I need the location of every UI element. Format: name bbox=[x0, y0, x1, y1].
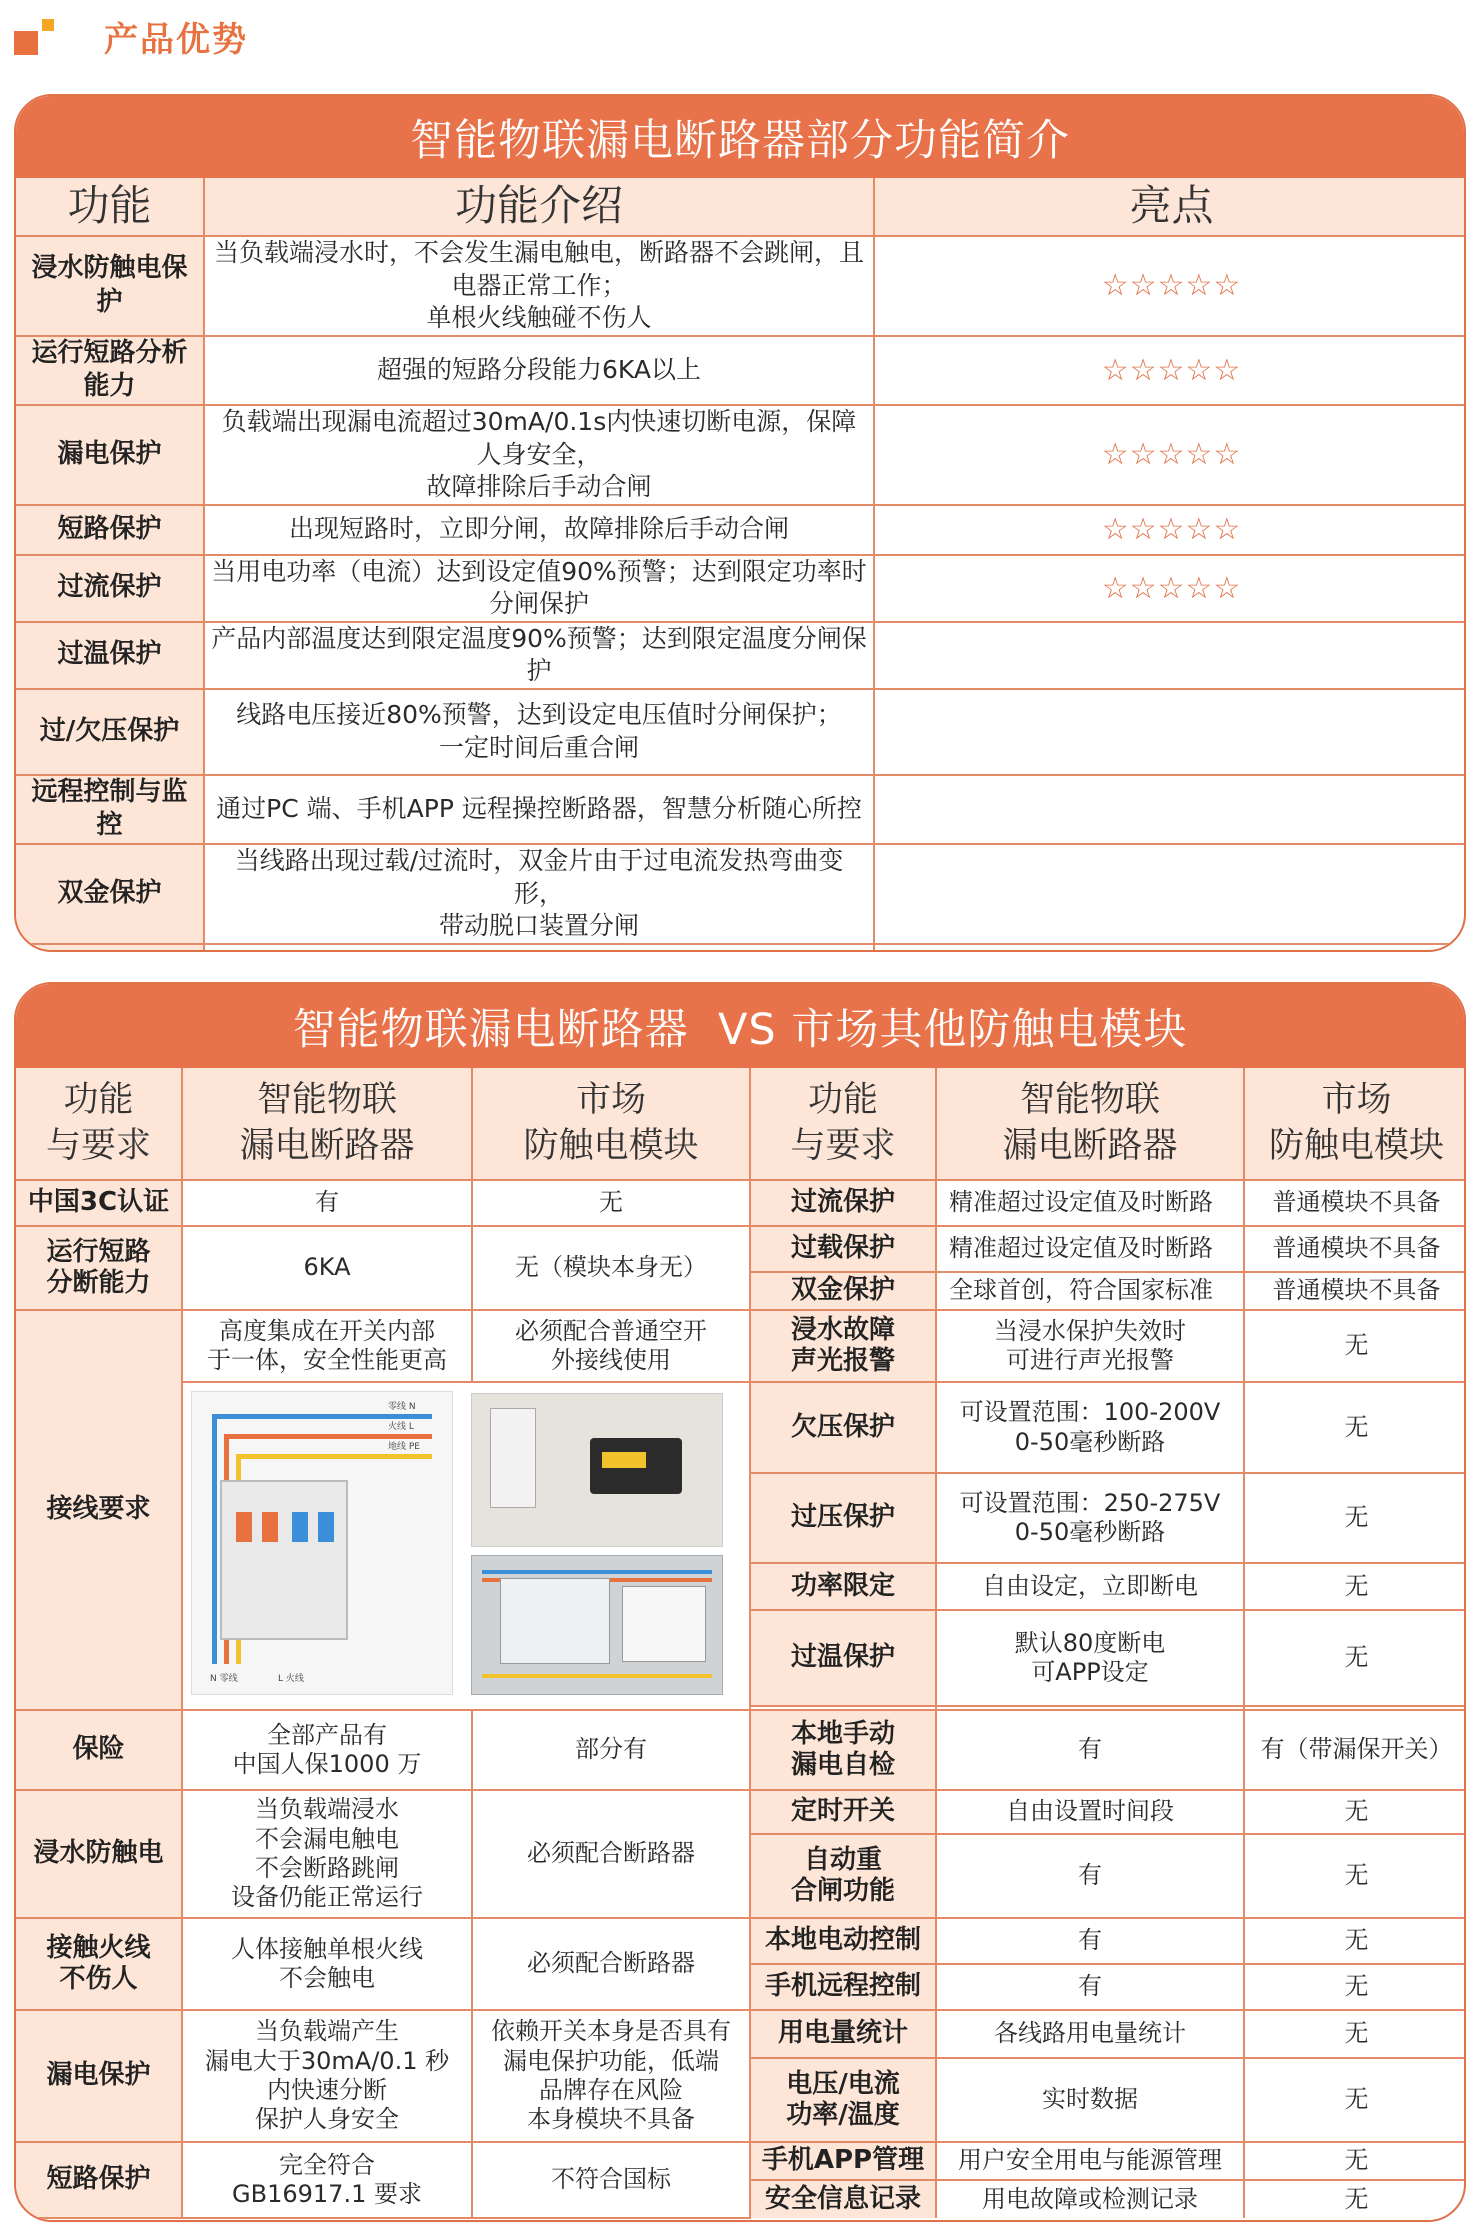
cmp-water-ours: 当负载端浸水 不会漏电触电 不会断路跳闸 设备仍能正常运行 bbox=[182, 1790, 472, 1918]
cmp-right-ours-5: 可设置范围：250-275V 0-50毫秒断路 bbox=[936, 1473, 1244, 1562]
feature-row bbox=[16, 505, 1466, 555]
feature-stars bbox=[874, 944, 1466, 952]
diagram-label-bottom-n: N 零线 bbox=[210, 1674, 238, 1684]
feature-stars bbox=[874, 689, 1466, 775]
diagram-label-bottom-l: L 火线 bbox=[278, 1674, 304, 1684]
section-heading bbox=[14, 12, 248, 60]
feature-description: 产品内部温度达到限定温度90%预警；达到限定温度分闸保护 bbox=[204, 622, 874, 689]
feature-stars: ☆☆☆☆☆ bbox=[874, 336, 1466, 406]
feature-name: 过温保护 bbox=[16, 622, 204, 689]
cmp-right-market-2: 普通模块不具备 bbox=[1244, 1272, 1466, 1310]
cmp-right-name-10: 自动重 合闸功能 bbox=[750, 1834, 936, 1918]
cmp-header-market-right: 市场 防触电模块 bbox=[1244, 1068, 1466, 1180]
feature-description: 超强的短路分段能力6KA以上 bbox=[204, 336, 874, 406]
feature-description: 当用电功率（电流）达到设定值90%预警；达到限定功率时分闸保护 bbox=[204, 555, 874, 622]
cmp-right-ours-11: 有 bbox=[936, 1918, 1244, 1964]
section-heading-text: 产品优势 bbox=[104, 19, 248, 60]
feature-name: 运行短路分析能力 bbox=[16, 336, 204, 406]
cmp-right-market-12: 无 bbox=[1244, 1964, 1466, 2010]
cmp-water-name: 浸水防触电 bbox=[16, 1790, 182, 1918]
cmp-right-ours-14: 实时数据 bbox=[936, 2058, 1244, 2142]
cmp-right-ours-2: 全球首创，符合国家标准 bbox=[936, 1272, 1244, 1310]
cmp-wiring-name: 接线要求 bbox=[16, 1310, 182, 1710]
feature-stars: ☆☆☆☆☆ bbox=[874, 236, 1466, 336]
cmp-cert-ours: 有 bbox=[182, 1180, 472, 1226]
feature-row bbox=[16, 336, 1466, 406]
cmp-right-ours-3: 当浸水保护失效时 可进行声光报警 bbox=[936, 1310, 1244, 1382]
cmp-right-name-14: 电压/电流 功率/温度 bbox=[750, 2058, 936, 2142]
cmp-insurance-name: 保险 bbox=[16, 1710, 182, 1790]
feature-row bbox=[16, 236, 1466, 336]
cmp-right-ours-1: 精准超过设定值及时断路 bbox=[936, 1226, 1244, 1272]
cmp-leak-name: 漏电保护 bbox=[16, 2010, 182, 2142]
cmp-right-name-6: 功率限定 bbox=[750, 1563, 936, 1611]
comparison-card bbox=[14, 982, 1466, 2222]
cmp-water-market: 必须配合断路器 bbox=[472, 1790, 750, 1918]
feature-row bbox=[16, 555, 1466, 622]
cmp-right-ours-13: 各线路用电量统计 bbox=[936, 2010, 1244, 2058]
cmp-touch-market: 必须配合断路器 bbox=[472, 1918, 750, 2010]
cmp-header-function-left: 功能 与要求 bbox=[16, 1068, 182, 1180]
feature-stars bbox=[874, 622, 1466, 689]
header-highlight: 亮点 bbox=[874, 178, 1466, 236]
cmp-right-name-11: 本地电动控制 bbox=[750, 1918, 936, 1964]
cmp-right-market-1: 普通模块不具备 bbox=[1244, 1226, 1466, 1272]
feature-description: 负载端出现漏电流超过30mA/0.1s内快速切断电源，保障人身安全， 故障排除后手动合闸 bbox=[204, 405, 874, 505]
cmp-right-market-16: 无 bbox=[1244, 2180, 1466, 2218]
cmp-wiring-market: 必须配合普通空开 外接线使用 bbox=[472, 1310, 750, 1382]
heading-squares-icon bbox=[14, 17, 58, 55]
cmp-right-name-4: 欠压保护 bbox=[750, 1382, 936, 1473]
feature-description: 当负载端浸水时，不会发生漏电触电，断路器不会跳闸，且电器正常工作； 单根火线触碰不伤人 bbox=[204, 236, 874, 336]
module-photo-1 bbox=[471, 1393, 723, 1547]
wiring-diagram-cell bbox=[182, 1382, 750, 1710]
feature-row bbox=[16, 689, 1466, 775]
diagram-label-pe: 地线 PE bbox=[388, 1442, 420, 1452]
cmp-right-name-8: 本地手动 漏电自检 bbox=[750, 1710, 936, 1790]
feature-name: 过/欠压保护 bbox=[16, 689, 204, 775]
cmp-insurance-market: 部分有 bbox=[472, 1710, 750, 1790]
diagram-label-l: 火线 L bbox=[388, 1422, 414, 1432]
cmp-right-name-12: 手机远程控制 bbox=[750, 1964, 936, 2010]
cmp-right-name-15: 手机APP管理 bbox=[750, 2142, 936, 2180]
header-function: 功能 bbox=[16, 178, 204, 236]
cmp-leak-market: 依赖开关本身是否具有 漏电保护功能，低端 品牌存在风险 本身模块不具备 bbox=[472, 2010, 750, 2142]
cmp-right-ours-12: 有 bbox=[936, 1964, 1244, 2010]
cmp-right-market-14: 无 bbox=[1244, 2058, 1466, 2142]
cmp-right-ours-4: 可设置范围：100-200V 0-50毫秒断路 bbox=[936, 1382, 1244, 1473]
cmp-shortcap-name: 运行短路 分断能力 bbox=[16, 1226, 182, 1310]
cmp-shortcap-ours: 6KA bbox=[182, 1226, 472, 1310]
cmp-short-name: 短路保护 bbox=[16, 2142, 182, 2218]
cmp-header-function-right: 功能 与要求 bbox=[750, 1068, 936, 1180]
cmp-touch-name: 接触火线 不伤人 bbox=[16, 1918, 182, 2010]
feature-stars bbox=[874, 844, 1466, 944]
feature-stars: ☆☆☆☆☆ bbox=[874, 505, 1466, 555]
cmp-right-market-8: 有（带漏保开关） bbox=[1244, 1710, 1466, 1790]
cmp-right-market-5: 无 bbox=[1244, 1473, 1466, 1562]
cmp-short-market: 不符合国标 bbox=[472, 2142, 750, 2218]
feature-name: 浸水防触电保护 bbox=[16, 236, 204, 336]
cmp-right-market-9: 无 bbox=[1244, 1790, 1466, 1834]
cmp-right-ours-9: 自由设置时间段 bbox=[936, 1790, 1244, 1834]
feature-stars: ☆☆☆☆☆ bbox=[874, 405, 1466, 505]
cmp-right-ours-15: 用户安全用电与能源管理 bbox=[936, 2142, 1244, 2180]
cmp-right-market-0: 普通模块不具备 bbox=[1244, 1180, 1466, 1226]
cmp-right-market-4: 无 bbox=[1244, 1382, 1466, 1473]
feature-description: 线路电压接近80%预警，达到设定电压值时分闸保护； 一定时间后重合闸 bbox=[204, 689, 874, 775]
cmp-right-ours-7: 默认80度断电 可APP设定 bbox=[936, 1610, 1244, 1705]
feature-intro-table bbox=[16, 178, 1466, 952]
feature-name: 远程控制与监控 bbox=[16, 775, 204, 845]
feature-description: 出现短路时，立即分闸，故障排除后手动合闸 bbox=[204, 505, 874, 555]
feature-name: 双金保护 bbox=[16, 844, 204, 944]
feature-intro-title: 智能物联漏电断路器部分功能简介 bbox=[16, 96, 1464, 178]
cmp-right-market-7: 无 bbox=[1244, 1610, 1466, 1705]
cmp-right-market-3: 无 bbox=[1244, 1310, 1466, 1382]
feature-name: 短路保护 bbox=[16, 505, 204, 555]
cmp-header-market-left: 市场 防触电模块 bbox=[472, 1068, 750, 1180]
cmp-right-name-1: 过载保护 bbox=[750, 1226, 936, 1272]
header-description: 功能介绍 bbox=[204, 178, 874, 236]
feature-name bbox=[16, 944, 204, 952]
feature-intro-card bbox=[14, 94, 1466, 952]
cmp-right-ours-8: 有 bbox=[936, 1710, 1244, 1790]
cmp-right-market-13: 无 bbox=[1244, 2010, 1466, 2058]
feature-row bbox=[16, 944, 1466, 952]
cmp-right-name-16: 安全信息记录 bbox=[750, 2180, 936, 2218]
cmp-right-name-0: 过流保护 bbox=[750, 1180, 936, 1226]
cmp-touch-ours: 人体接触单根火线 不会触电 bbox=[182, 1918, 472, 2010]
feature-row bbox=[16, 844, 1466, 944]
module-photo-2 bbox=[471, 1555, 723, 1695]
feature-row bbox=[16, 622, 1466, 689]
feature-description: 当线路出现过载/过流时，双金片由于过电流发热弯曲变形， 带动脱口装置分闸 bbox=[204, 844, 874, 944]
cmp-right-name-9: 定时开关 bbox=[750, 1790, 936, 1834]
cmp-right-ours-16: 用电故障或检测记录 bbox=[936, 2180, 1244, 2218]
comparison-title: 智能物联漏电断路器 VS 市场其他防触电模块 bbox=[16, 984, 1464, 1068]
cmp-header-ours-right: 智能物联 漏电断路器 bbox=[936, 1068, 1244, 1180]
feature-name: 过流保护 bbox=[16, 555, 204, 622]
cmp-header-ours-left: 智能物联 漏电断路器 bbox=[182, 1068, 472, 1180]
cmp-right-name-7: 过温保护 bbox=[750, 1610, 936, 1705]
feature-description bbox=[204, 944, 874, 952]
integrated-breaker-wiring-diagram bbox=[191, 1391, 453, 1695]
feature-stars: ☆☆☆☆☆ bbox=[874, 555, 1466, 622]
cmp-right-ours-6: 自由设定，立即断电 bbox=[936, 1563, 1244, 1611]
cmp-right-name-3: 浸水故障 声光报警 bbox=[750, 1310, 936, 1382]
cmp-insurance-ours: 全部产品有 中国人保1000 万 bbox=[182, 1710, 472, 1790]
cmp-right-market-6: 无 bbox=[1244, 1563, 1466, 1611]
cmp-cert-market: 无 bbox=[472, 1180, 750, 1226]
cmp-right-market-15: 无 bbox=[1244, 2142, 1466, 2180]
cmp-right-market-11: 无 bbox=[1244, 1918, 1466, 1964]
cmp-cert-name: 中国3C认证 bbox=[16, 1180, 182, 1226]
cmp-right-name-13: 用电量统计 bbox=[750, 2010, 936, 2058]
comparison-table bbox=[16, 1068, 1466, 2219]
cmp-right-name-2: 双金保护 bbox=[750, 1272, 936, 1310]
cmp-wiring-ours: 高度集成在开关内部 于一体，安全性能更高 bbox=[182, 1310, 472, 1382]
cmp-right-name-5: 过压保护 bbox=[750, 1473, 936, 1562]
cmp-leak-ours: 当负载端产生 漏电大于30mA/0.1 秒 内快速分断 保护人身安全 bbox=[182, 2010, 472, 2142]
feature-row bbox=[16, 775, 1466, 845]
feature-stars bbox=[874, 775, 1466, 845]
cmp-short-ours: 完全符合 GB16917.1 要求 bbox=[182, 2142, 472, 2218]
cmp-right-ours-0: 精准超过设定值及时断路 bbox=[936, 1180, 1244, 1226]
cmp-right-ours-10: 有 bbox=[936, 1834, 1244, 1918]
feature-row bbox=[16, 405, 1466, 505]
feature-description: 通过PC 端、手机APP 远程操控断路器，智慧分析随心所控 bbox=[204, 775, 874, 845]
cmp-right-market-10: 无 bbox=[1244, 1834, 1466, 1918]
feature-name: 漏电保护 bbox=[16, 405, 204, 505]
cmp-shortcap-market: 无（模块本身无） bbox=[472, 1226, 750, 1310]
diagram-label-n: 零线 N bbox=[388, 1402, 416, 1412]
breaker-illustration-icon bbox=[220, 1480, 348, 1640]
